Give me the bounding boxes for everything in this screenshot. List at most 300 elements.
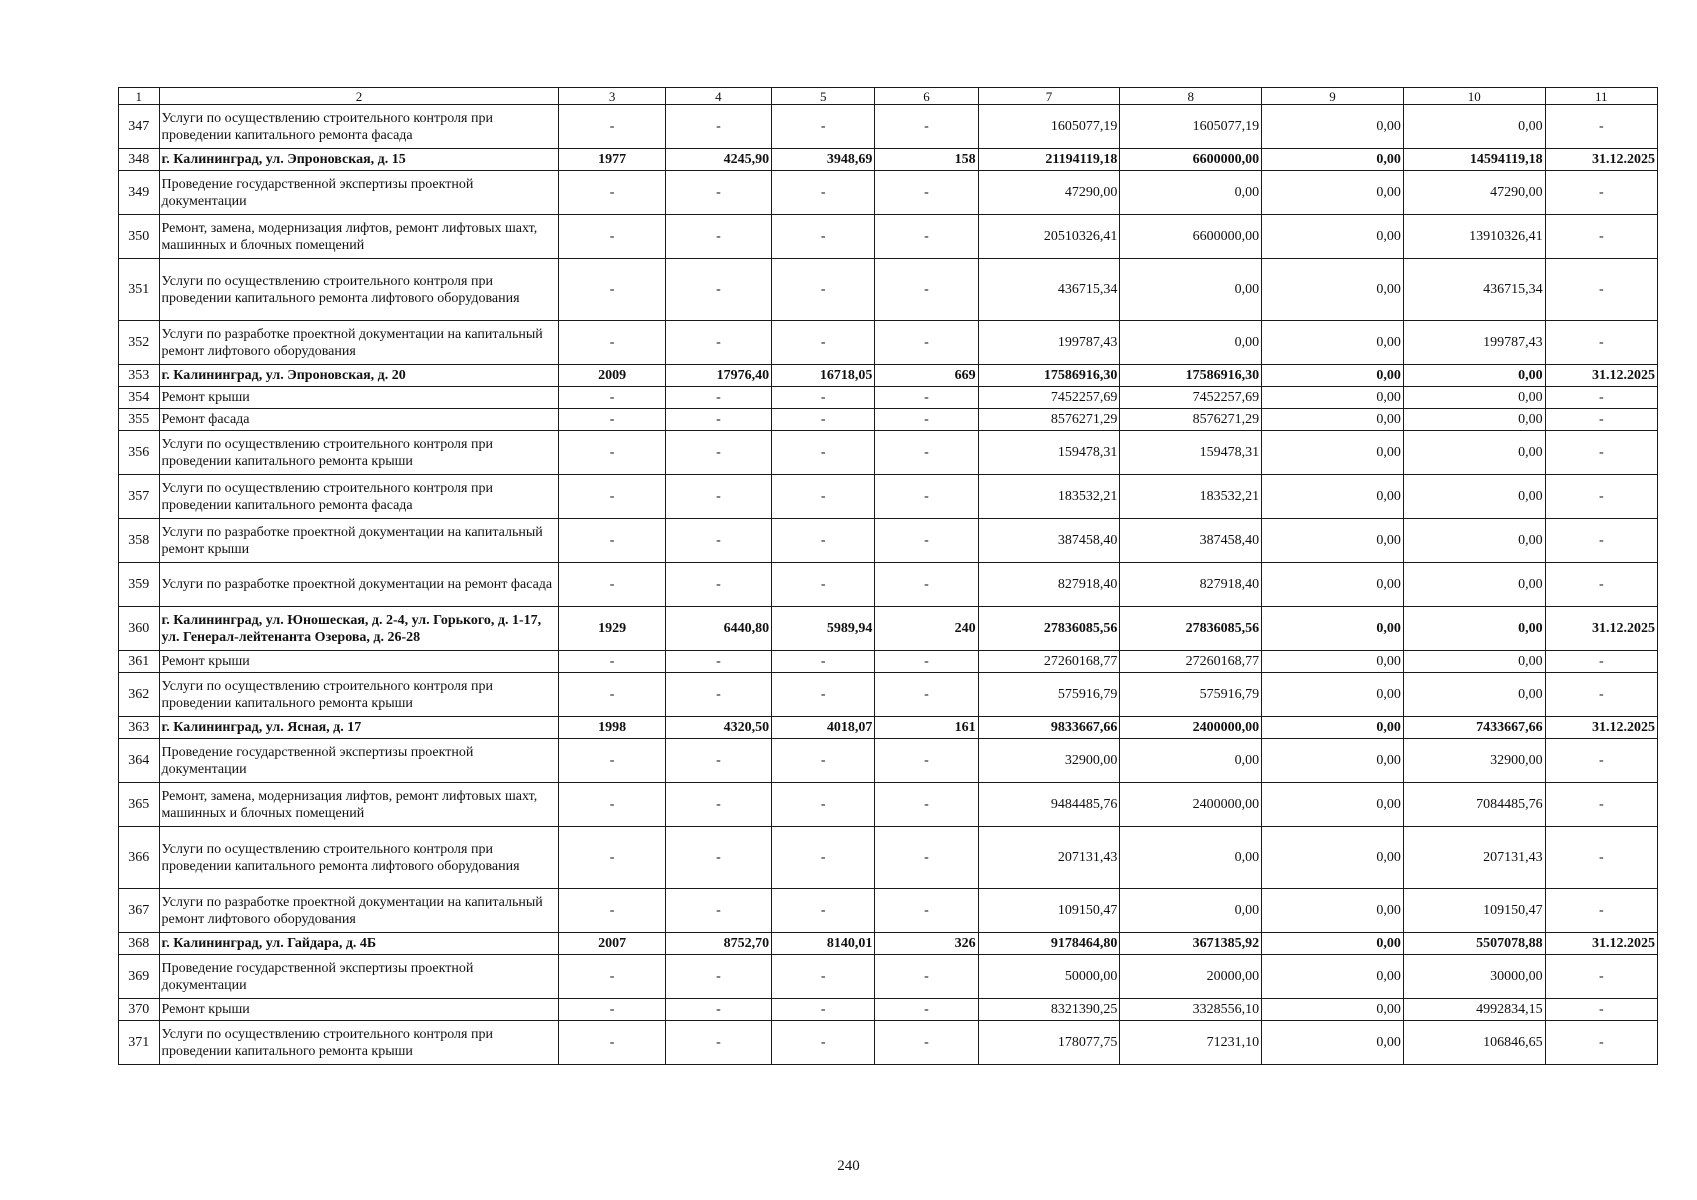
year-cell: 1977 [559, 149, 665, 171]
cost-fund-cell: 2400000,00 [1120, 783, 1262, 827]
year-cell: 2007 [559, 933, 665, 955]
year-cell: - [559, 1021, 665, 1065]
cost-total-cell: 109150,47 [978, 889, 1120, 933]
residents-cell: 669 [875, 365, 978, 387]
cost-total-cell: 178077,75 [978, 1021, 1120, 1065]
cost-fund-cell: 7452257,69 [1120, 387, 1262, 409]
cost-fund-cell: 6600000,00 [1120, 215, 1262, 259]
deadline-cell: - [1545, 387, 1657, 409]
area-living-cell: - [772, 105, 875, 149]
cost-budget-cell: 0,00 [1262, 563, 1404, 607]
area-total-cell: - [665, 955, 771, 999]
cost-owners-cell: 109150,47 [1403, 889, 1545, 933]
residents-cell: - [875, 673, 978, 717]
deadline-cell: - [1545, 431, 1657, 475]
year-cell: - [559, 889, 665, 933]
table-row [119, 519, 1658, 563]
residents-cell: - [875, 215, 978, 259]
year-cell: - [559, 651, 665, 673]
cost-fund-cell: 17586916,30 [1120, 365, 1262, 387]
deadline-cell: - [1545, 215, 1657, 259]
cost-fund-cell: 0,00 [1120, 321, 1262, 365]
row-number: 353 [119, 365, 160, 387]
row-number: 352 [119, 321, 160, 365]
area-living-cell: - [772, 739, 875, 783]
cost-budget-cell: 0,00 [1262, 519, 1404, 563]
deadline-cell: 31.12.2025 [1545, 607, 1657, 651]
year-cell: - [559, 321, 665, 365]
area-total-cell: - [665, 827, 771, 889]
table-row [119, 563, 1658, 607]
cost-budget-cell: 0,00 [1262, 105, 1404, 149]
area-living-cell: - [772, 1021, 875, 1065]
residents-cell: - [875, 105, 978, 149]
item-name: г. Калининград, ул. Юношеская, д. 2-4, ул. Горького, д. 1-17, ул. Генерал-лейтенанта Озерова, д. 26-28 [159, 607, 559, 651]
cost-owners-cell: 0,00 [1403, 519, 1545, 563]
header-cell: 8 [1120, 88, 1262, 105]
item-name: Ремонт крыши [159, 651, 559, 673]
item-name: Услуги по разработке проектной документации на капитальный ремонт лифтового оборудования [159, 321, 559, 365]
year-cell: - [559, 999, 665, 1021]
residents-cell: - [875, 651, 978, 673]
cost-budget-cell: 0,00 [1262, 321, 1404, 365]
cost-budget-cell: 0,00 [1262, 259, 1404, 321]
deadline-cell: - [1545, 889, 1657, 933]
cost-total-cell: 8576271,29 [978, 409, 1120, 431]
residents-cell: - [875, 739, 978, 783]
row-number: 348 [119, 149, 160, 171]
cost-owners-cell: 436715,34 [1403, 259, 1545, 321]
residents-cell: - [875, 563, 978, 607]
area-living-cell: - [772, 563, 875, 607]
cost-budget-cell: 0,00 [1262, 889, 1404, 933]
item-name: Услуги по осуществлению строительного контроля при проведении капитального ремонта крыши [159, 1021, 559, 1065]
year-cell: 1929 [559, 607, 665, 651]
table-row [119, 431, 1658, 475]
cost-total-cell: 387458,40 [978, 519, 1120, 563]
cost-fund-cell: 27260168,77 [1120, 651, 1262, 673]
data-table [118, 87, 1658, 1065]
cost-total-cell: 20510326,41 [978, 215, 1120, 259]
row-number: 350 [119, 215, 160, 259]
cost-budget-cell: 0,00 [1262, 171, 1404, 215]
residents-cell: - [875, 827, 978, 889]
cost-fund-cell: 0,00 [1120, 827, 1262, 889]
cost-fund-cell: 159478,31 [1120, 431, 1262, 475]
header-cell: 5 [772, 88, 875, 105]
residents-cell: - [875, 259, 978, 321]
item-name: г. Калининград, ул. Эпроновская, д. 20 [159, 365, 559, 387]
cost-owners-cell: 7433667,66 [1403, 717, 1545, 739]
residents-cell: 161 [875, 717, 978, 739]
year-cell: - [559, 673, 665, 717]
row-number: 359 [119, 563, 160, 607]
header-cell: 3 [559, 88, 665, 105]
cost-owners-cell: 199787,43 [1403, 321, 1545, 365]
item-name: Ремонт крыши [159, 387, 559, 409]
cost-fund-cell: 0,00 [1120, 739, 1262, 783]
cost-fund-cell: 575916,79 [1120, 673, 1262, 717]
cost-owners-cell: 0,00 [1403, 409, 1545, 431]
cost-budget-cell: 0,00 [1262, 365, 1404, 387]
cost-owners-cell: 0,00 [1403, 387, 1545, 409]
table-row [119, 651, 1658, 673]
item-name: Ремонт фасада [159, 409, 559, 431]
cost-budget-cell: 0,00 [1262, 673, 1404, 717]
area-living-cell: - [772, 999, 875, 1021]
deadline-cell: - [1545, 259, 1657, 321]
area-living-cell: - [772, 259, 875, 321]
row-number: 366 [119, 827, 160, 889]
cost-total-cell: 17586916,30 [978, 365, 1120, 387]
area-total-cell: - [665, 387, 771, 409]
cost-budget-cell: 0,00 [1262, 387, 1404, 409]
cost-fund-cell: 0,00 [1120, 171, 1262, 215]
row-number: 347 [119, 105, 160, 149]
item-name: Услуги по осуществлению строительного контроля при проведении капитального ремонта лифтового оборудования [159, 259, 559, 321]
residents-cell: 158 [875, 149, 978, 171]
cost-owners-cell: 106846,65 [1403, 1021, 1545, 1065]
item-name: Проведение государственной экспертизы проектной документации [159, 955, 559, 999]
year-cell: - [559, 431, 665, 475]
area-living-cell: - [772, 651, 875, 673]
header-cell: 1 [119, 88, 160, 105]
cost-total-cell: 50000,00 [978, 955, 1120, 999]
area-total-cell: - [665, 105, 771, 149]
area-living-cell: 16718,05 [772, 365, 875, 387]
year-cell: - [559, 215, 665, 259]
area-total-cell: 17976,40 [665, 365, 771, 387]
residents-cell: 240 [875, 607, 978, 651]
deadline-cell: - [1545, 955, 1657, 999]
header-cell: 11 [1545, 88, 1657, 105]
table-row [119, 475, 1658, 519]
cost-owners-cell: 47290,00 [1403, 171, 1545, 215]
area-total-cell: - [665, 783, 771, 827]
cost-budget-cell: 0,00 [1262, 409, 1404, 431]
area-living-cell: - [772, 519, 875, 563]
row-number: 369 [119, 955, 160, 999]
area-living-cell: 8140,01 [772, 933, 875, 955]
item-name: Проведение государственной экспертизы проектной документации [159, 171, 559, 215]
item-name: Услуги по осуществлению строительного контроля при проведении капитального ремонта крыши [159, 673, 559, 717]
row-number: 355 [119, 409, 160, 431]
row-number: 362 [119, 673, 160, 717]
table-row [119, 105, 1658, 149]
year-cell: 2009 [559, 365, 665, 387]
cost-owners-cell: 5507078,88 [1403, 933, 1545, 955]
cost-total-cell: 9484485,76 [978, 783, 1120, 827]
cost-owners-cell: 0,00 [1403, 431, 1545, 475]
cost-budget-cell: 0,00 [1262, 783, 1404, 827]
area-total-cell: - [665, 519, 771, 563]
area-total-cell: 6440,80 [665, 607, 771, 651]
table-row [119, 955, 1658, 999]
item-name: Услуги по осуществлению строительного контроля при проведении капитального ремонта крыши [159, 431, 559, 475]
cost-budget-cell: 0,00 [1262, 1021, 1404, 1065]
deadline-cell: - [1545, 475, 1657, 519]
deadline-cell: - [1545, 673, 1657, 717]
area-total-cell: - [665, 563, 771, 607]
area-living-cell: - [772, 409, 875, 431]
area-living-cell: - [772, 475, 875, 519]
year-cell: - [559, 409, 665, 431]
year-cell: - [559, 475, 665, 519]
residents-cell: - [875, 321, 978, 365]
year-cell: - [559, 171, 665, 215]
cost-budget-cell: 0,00 [1262, 475, 1404, 519]
area-living-cell: - [772, 889, 875, 933]
year-cell: - [559, 563, 665, 607]
year-cell: - [559, 739, 665, 783]
row-number: 364 [119, 739, 160, 783]
cost-owners-cell: 0,00 [1403, 651, 1545, 673]
area-living-cell: - [772, 783, 875, 827]
cost-budget-cell: 0,00 [1262, 717, 1404, 739]
residents-cell: - [875, 519, 978, 563]
cost-fund-cell: 387458,40 [1120, 519, 1262, 563]
address-row [119, 717, 1658, 739]
residents-cell: - [875, 171, 978, 215]
area-total-cell: - [665, 739, 771, 783]
cost-budget-cell: 0,00 [1262, 827, 1404, 889]
area-living-cell: - [772, 431, 875, 475]
header-cell: 10 [1403, 88, 1545, 105]
area-total-cell: 8752,70 [665, 933, 771, 955]
area-total-cell: - [665, 673, 771, 717]
item-name: Ремонт, замена, модернизация лифтов, ремонт лифтовых шахт, машинных и блочных помещений [159, 783, 559, 827]
header-cell: 9 [1262, 88, 1404, 105]
area-living-cell: 3948,69 [772, 149, 875, 171]
residents-cell: - [875, 783, 978, 827]
cost-budget-cell: 0,00 [1262, 955, 1404, 999]
area-living-cell: - [772, 955, 875, 999]
residents-cell: 326 [875, 933, 978, 955]
cost-total-cell: 199787,43 [978, 321, 1120, 365]
table-row [119, 387, 1658, 409]
cost-owners-cell: 0,00 [1403, 607, 1545, 651]
cost-fund-cell: 1605077,19 [1120, 105, 1262, 149]
header-cell: 6 [875, 88, 978, 105]
table-row [119, 409, 1658, 431]
area-total-cell: - [665, 431, 771, 475]
cost-budget-cell: 0,00 [1262, 607, 1404, 651]
year-cell: - [559, 259, 665, 321]
cost-total-cell: 1605077,19 [978, 105, 1120, 149]
cost-fund-cell: 3328556,10 [1120, 999, 1262, 1021]
item-name: Услуги по разработке проектной документации на капитальный ремонт крыши [159, 519, 559, 563]
cost-fund-cell: 8576271,29 [1120, 409, 1262, 431]
cost-owners-cell: 13910326,41 [1403, 215, 1545, 259]
area-living-cell: - [772, 171, 875, 215]
table-row [119, 673, 1658, 717]
cost-fund-cell: 0,00 [1120, 259, 1262, 321]
row-number: 351 [119, 259, 160, 321]
item-name: г. Калининград, ул. Эпроновская, д. 15 [159, 149, 559, 171]
cost-fund-cell: 71231,10 [1120, 1021, 1262, 1065]
cost-total-cell: 27836085,56 [978, 607, 1120, 651]
cost-total-cell: 575916,79 [978, 673, 1120, 717]
table-row [119, 783, 1658, 827]
cost-fund-cell: 827918,40 [1120, 563, 1262, 607]
deadline-cell: 31.12.2025 [1545, 717, 1657, 739]
cost-total-cell: 207131,43 [978, 827, 1120, 889]
table-row [119, 827, 1658, 889]
item-name: Услуги по осуществлению строительного контроля при проведении капитального ремонта фасада [159, 475, 559, 519]
row-number: 370 [119, 999, 160, 1021]
item-name: Услуги по разработке проектной документации на ремонт фасада [159, 563, 559, 607]
address-row [119, 607, 1658, 651]
year-cell: - [559, 105, 665, 149]
item-name: Проведение государственной экспертизы проектной документации [159, 739, 559, 783]
row-number: 349 [119, 171, 160, 215]
residents-cell: - [875, 1021, 978, 1065]
area-total-cell: - [665, 171, 771, 215]
row-number: 356 [119, 431, 160, 475]
area-total-cell: - [665, 475, 771, 519]
area-total-cell: - [665, 999, 771, 1021]
area-total-cell: - [665, 321, 771, 365]
year-cell: - [559, 519, 665, 563]
deadline-cell: 31.12.2025 [1545, 933, 1657, 955]
cost-fund-cell: 183532,21 [1120, 475, 1262, 519]
cost-owners-cell: 0,00 [1403, 365, 1545, 387]
row-number: 361 [119, 651, 160, 673]
area-total-cell: - [665, 215, 771, 259]
cost-budget-cell: 0,00 [1262, 999, 1404, 1021]
cost-fund-cell: 0,00 [1120, 889, 1262, 933]
cost-budget-cell: 0,00 [1262, 933, 1404, 955]
cost-budget-cell: 0,00 [1262, 739, 1404, 783]
cost-total-cell: 183532,21 [978, 475, 1120, 519]
residents-cell: - [875, 889, 978, 933]
cost-owners-cell: 4992834,15 [1403, 999, 1545, 1021]
residents-cell: - [875, 999, 978, 1021]
residents-cell: - [875, 409, 978, 431]
cost-owners-cell: 7084485,76 [1403, 783, 1545, 827]
area-living-cell: - [772, 387, 875, 409]
residents-cell: - [875, 387, 978, 409]
area-living-cell: 4018,07 [772, 717, 875, 739]
cost-owners-cell: 0,00 [1403, 563, 1545, 607]
residents-cell: - [875, 475, 978, 519]
cost-fund-cell: 3671385,92 [1120, 933, 1262, 955]
item-name: г. Калининград, ул. Гайдара, д. 4Б [159, 933, 559, 955]
item-name: Ремонт крыши [159, 999, 559, 1021]
item-name: г. Калининград, ул. Ясная, д. 17 [159, 717, 559, 739]
cost-owners-cell: 0,00 [1403, 673, 1545, 717]
row-number: 371 [119, 1021, 160, 1065]
deadline-cell: - [1545, 171, 1657, 215]
residents-cell: - [875, 431, 978, 475]
item-name: Услуги по осуществлению строительного контроля при проведении капитального ремонта лифтового оборудования [159, 827, 559, 889]
year-cell: - [559, 827, 665, 889]
area-living-cell: - [772, 827, 875, 889]
cost-budget-cell: 0,00 [1262, 215, 1404, 259]
row-number: 358 [119, 519, 160, 563]
cost-owners-cell: 0,00 [1403, 105, 1545, 149]
deadline-cell: - [1545, 563, 1657, 607]
cost-total-cell: 7452257,69 [978, 387, 1120, 409]
cost-total-cell: 21194119,18 [978, 149, 1120, 171]
cost-owners-cell: 30000,00 [1403, 955, 1545, 999]
cost-owners-cell: 32900,00 [1403, 739, 1545, 783]
deadline-cell: - [1545, 321, 1657, 365]
table-row [119, 999, 1658, 1021]
deadline-cell: - [1545, 783, 1657, 827]
year-cell: - [559, 387, 665, 409]
table-row [119, 739, 1658, 783]
header-cell: 4 [665, 88, 771, 105]
year-cell: - [559, 783, 665, 827]
row-number: 368 [119, 933, 160, 955]
residents-cell: - [875, 955, 978, 999]
cost-budget-cell: 0,00 [1262, 651, 1404, 673]
cost-total-cell: 8321390,25 [978, 999, 1120, 1021]
row-number: 354 [119, 387, 160, 409]
deadline-cell: - [1545, 999, 1657, 1021]
deadline-cell: - [1545, 739, 1657, 783]
area-total-cell: 4320,50 [665, 717, 771, 739]
deadline-cell: 31.12.2025 [1545, 149, 1657, 171]
table-row [119, 321, 1658, 365]
table-row [119, 215, 1658, 259]
area-total-cell: - [665, 409, 771, 431]
table-row [119, 259, 1658, 321]
deadline-cell: - [1545, 1021, 1657, 1065]
cost-total-cell: 27260168,77 [978, 651, 1120, 673]
cost-total-cell: 9833667,66 [978, 717, 1120, 739]
row-number: 360 [119, 607, 160, 651]
deadline-cell: - [1545, 651, 1657, 673]
deadline-cell: - [1545, 105, 1657, 149]
deadline-cell: - [1545, 519, 1657, 563]
row-number: 357 [119, 475, 160, 519]
item-name: Услуги по разработке проектной документации на капитальный ремонт лифтового оборудования [159, 889, 559, 933]
row-number: 365 [119, 783, 160, 827]
deadline-cell: 31.12.2025 [1545, 365, 1657, 387]
row-number: 363 [119, 717, 160, 739]
cost-budget-cell: 0,00 [1262, 431, 1404, 475]
cost-total-cell: 47290,00 [978, 171, 1120, 215]
cost-fund-cell: 20000,00 [1120, 955, 1262, 999]
cost-total-cell: 436715,34 [978, 259, 1120, 321]
area-total-cell: - [665, 889, 771, 933]
area-living-cell: - [772, 673, 875, 717]
deadline-cell: - [1545, 827, 1657, 889]
area-living-cell: - [772, 321, 875, 365]
address-row [119, 365, 1658, 387]
cost-total-cell: 9178464,80 [978, 933, 1120, 955]
cost-total-cell: 159478,31 [978, 431, 1120, 475]
cost-owners-cell: 207131,43 [1403, 827, 1545, 889]
area-total-cell: - [665, 259, 771, 321]
area-living-cell: 5989,94 [772, 607, 875, 651]
cost-total-cell: 827918,40 [978, 563, 1120, 607]
page-number: 240 [837, 1158, 860, 1174]
row-number: 367 [119, 889, 160, 933]
header-row [119, 88, 1658, 105]
header-cell: 7 [978, 88, 1120, 105]
area-total-cell: - [665, 1021, 771, 1065]
item-name: Услуги по осуществлению строительного контроля при проведении капитального ремонта фасада [159, 105, 559, 149]
area-total-cell: 4245,90 [665, 149, 771, 171]
year-cell: - [559, 955, 665, 999]
address-row [119, 149, 1658, 171]
area-living-cell: - [772, 215, 875, 259]
cost-owners-cell: 0,00 [1403, 475, 1545, 519]
cost-fund-cell: 27836085,56 [1120, 607, 1262, 651]
